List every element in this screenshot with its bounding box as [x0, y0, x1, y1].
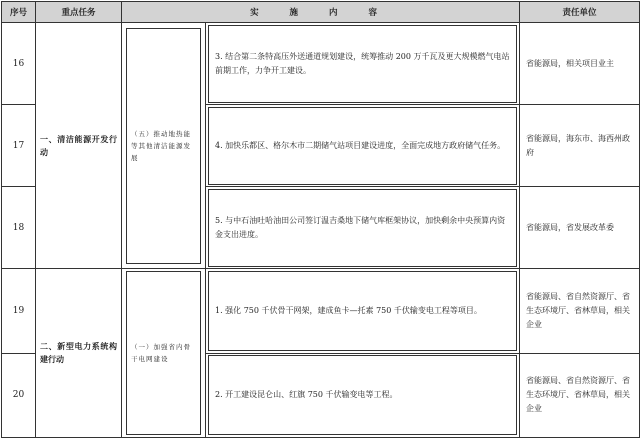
- content-cell: [206, 269, 520, 354]
- task-table: [1, 1, 640, 438]
- content-cell: [206, 187, 520, 269]
- content-text: 2. 开工建设昆仑山、红旗 750 千伏输变电等工程。: [215, 390, 398, 400]
- row-seq: 19: [2, 269, 36, 354]
- content-cell: [206, 23, 520, 105]
- row-seq: 20: [2, 353, 36, 438]
- header-task: 重点任务: [36, 2, 122, 23]
- content-text: 1. 强化 750 千伏骨干网架，建成鱼卡—托素 750 千伏输变电工程等项目。: [215, 305, 482, 315]
- table-row: [2, 23, 640, 105]
- sub-task: （一）加强省内骨干电网建设: [131, 343, 191, 363]
- content-cell: [206, 105, 520, 187]
- responsible-unit: 省能源局，相关项目业主: [520, 23, 640, 105]
- content-cell: [206, 353, 520, 438]
- responsible-unit: 省能源局、省自然资源厅、省生态环境厅、省林草局，相关企业: [520, 269, 640, 354]
- row-seq: 17: [2, 105, 36, 187]
- table-row: [2, 269, 640, 354]
- header-row: [2, 2, 640, 23]
- header-unit: 责任单位: [520, 2, 640, 23]
- key-task: 二、新型电力系统构建行动: [36, 269, 122, 438]
- content-text: 5. 与中石油吐哈油田公司签订温吉桑地下储气库框架协议，加快剩余中央预算内资金支出进度。: [215, 215, 506, 239]
- header-content: 实 施 内 容: [122, 2, 520, 23]
- sub-task-cell: [122, 23, 206, 269]
- responsible-unit: 省能源局，海东市、海西州政府: [520, 105, 640, 187]
- row-seq: 16: [2, 23, 36, 105]
- key-task: 一、清洁能源开发行动: [36, 23, 122, 269]
- header-seq: 序号: [2, 2, 36, 23]
- content-text: 3. 结合第二条特高压外送通道规划建设，统筹推动 200 万千瓦及更大规模燃气电站前期工作，力争开工建设。: [215, 51, 510, 75]
- row-seq: 18: [2, 187, 36, 269]
- responsible-unit: 省能源局，省发展改革委: [520, 187, 640, 269]
- sub-task: （五）推动地热能等其他清洁能源发展: [131, 129, 191, 162]
- content-text: 4. 加快乐都区、格尔木市二期储气站项目建设进度，全面完成地方政府储气任务。: [215, 140, 506, 150]
- responsible-unit: 省能源局、省自然资源厅、省生态环境厅、省林草局，相关企业: [520, 353, 640, 438]
- sub-task-cell: [122, 269, 206, 438]
